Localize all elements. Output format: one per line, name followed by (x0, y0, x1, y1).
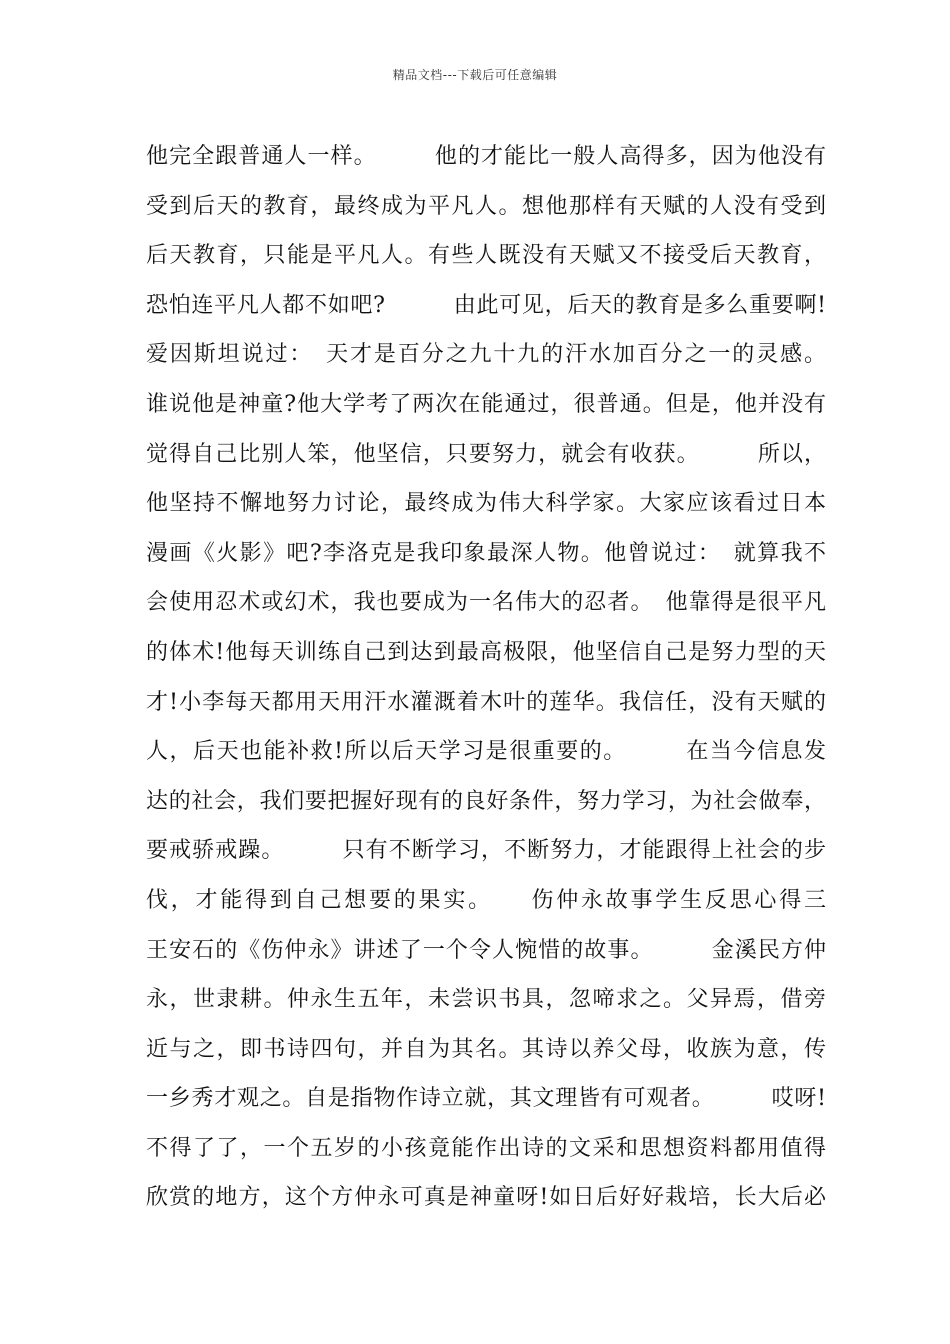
text-line: 爱因斯坦说过： 天才是百分之九十九的汗水加百分之一的灵感。 (146, 342, 826, 368)
text-line: 他坚持不懈地努力讨论，最终成为伟大科学家。大家应该看过日本 (146, 491, 826, 517)
text-line: 才!小李每天都用天用汗水灌溉着木叶的莲华。我信任，没有天赋的 (146, 689, 826, 715)
text-line: 伐，才能得到自己想要的果实。 伤仲永故事学生反思心得三 (146, 887, 826, 913)
text-line: 欣赏的地方，这个方仲永可真是神童呀!如日后好好栽培，长大后必 (146, 1185, 826, 1211)
text-line: 人，后天也能补救!所以后天学习是很重要的。 在当今信息发 (146, 739, 826, 765)
text-line: 受到后天的教育，最终成为平凡人。想他那样有天赋的人没有受到 (146, 193, 826, 219)
text-line: 一乡秀才观之。自是指物作诗立就，其文理皆有可观者。 哎呀! (146, 1086, 826, 1112)
text-line: 他完全跟普通人一样。 他的才能比一般人高得多，因为他没有 (146, 144, 826, 169)
text-line: 不得了了，一个五岁的小孩竟能作出诗的文采和思想资料都用值得 (146, 1135, 826, 1161)
text-line: 的体术!他每天训练自己到达到最高极限，他坚信自己是努力型的天 (146, 639, 826, 665)
text-line: 王安石的《伤仲永》讲述了一个令人惋惜的故事。 金溪民方仲 (146, 937, 826, 963)
text-line: 后天教育，只能是平凡人。有些人既没有天赋又不接受后天教育， (146, 243, 826, 269)
text-line: 达的社会，我们要把握好现有的良好条件，努力学习，为社会做奉， (146, 788, 826, 814)
text-line: 谁说他是神童?他大学考了两次在能通过，很普通。但是，他并没有 (146, 391, 826, 417)
text-line: 永，世隶耕。仲永生五年，未尝识书具，忽啼求之。父异焉，借旁 (146, 987, 826, 1013)
text-line: 漫画《火影》吧?李洛克是我印象最深人物。他曾说过： 就算我不 (146, 540, 826, 566)
body-text (146, 132, 826, 1223)
text-line: 近与之，即书诗四句，并自为其名。其诗以养父母，收族为意，传 (146, 1036, 826, 1062)
text-line: 要戒骄戒躁。 只有不断学习，不断努力，才能跟得上社会的步 (146, 838, 826, 864)
text-line: 觉得自己比别人笨，他坚信，只要努力，就会有收获。 所以， (146, 441, 826, 467)
text-line: 恐怕连平凡人都不如吧? 由此可见，后天的教育是多么重要啊! (146, 292, 826, 318)
page-header: 精品文档---下载后可任意编辑 (392, 68, 558, 82)
text-line: 会使用忍术或幻术，我也要成为一名伟大的忍者。 他靠得是很平凡 (146, 590, 826, 616)
